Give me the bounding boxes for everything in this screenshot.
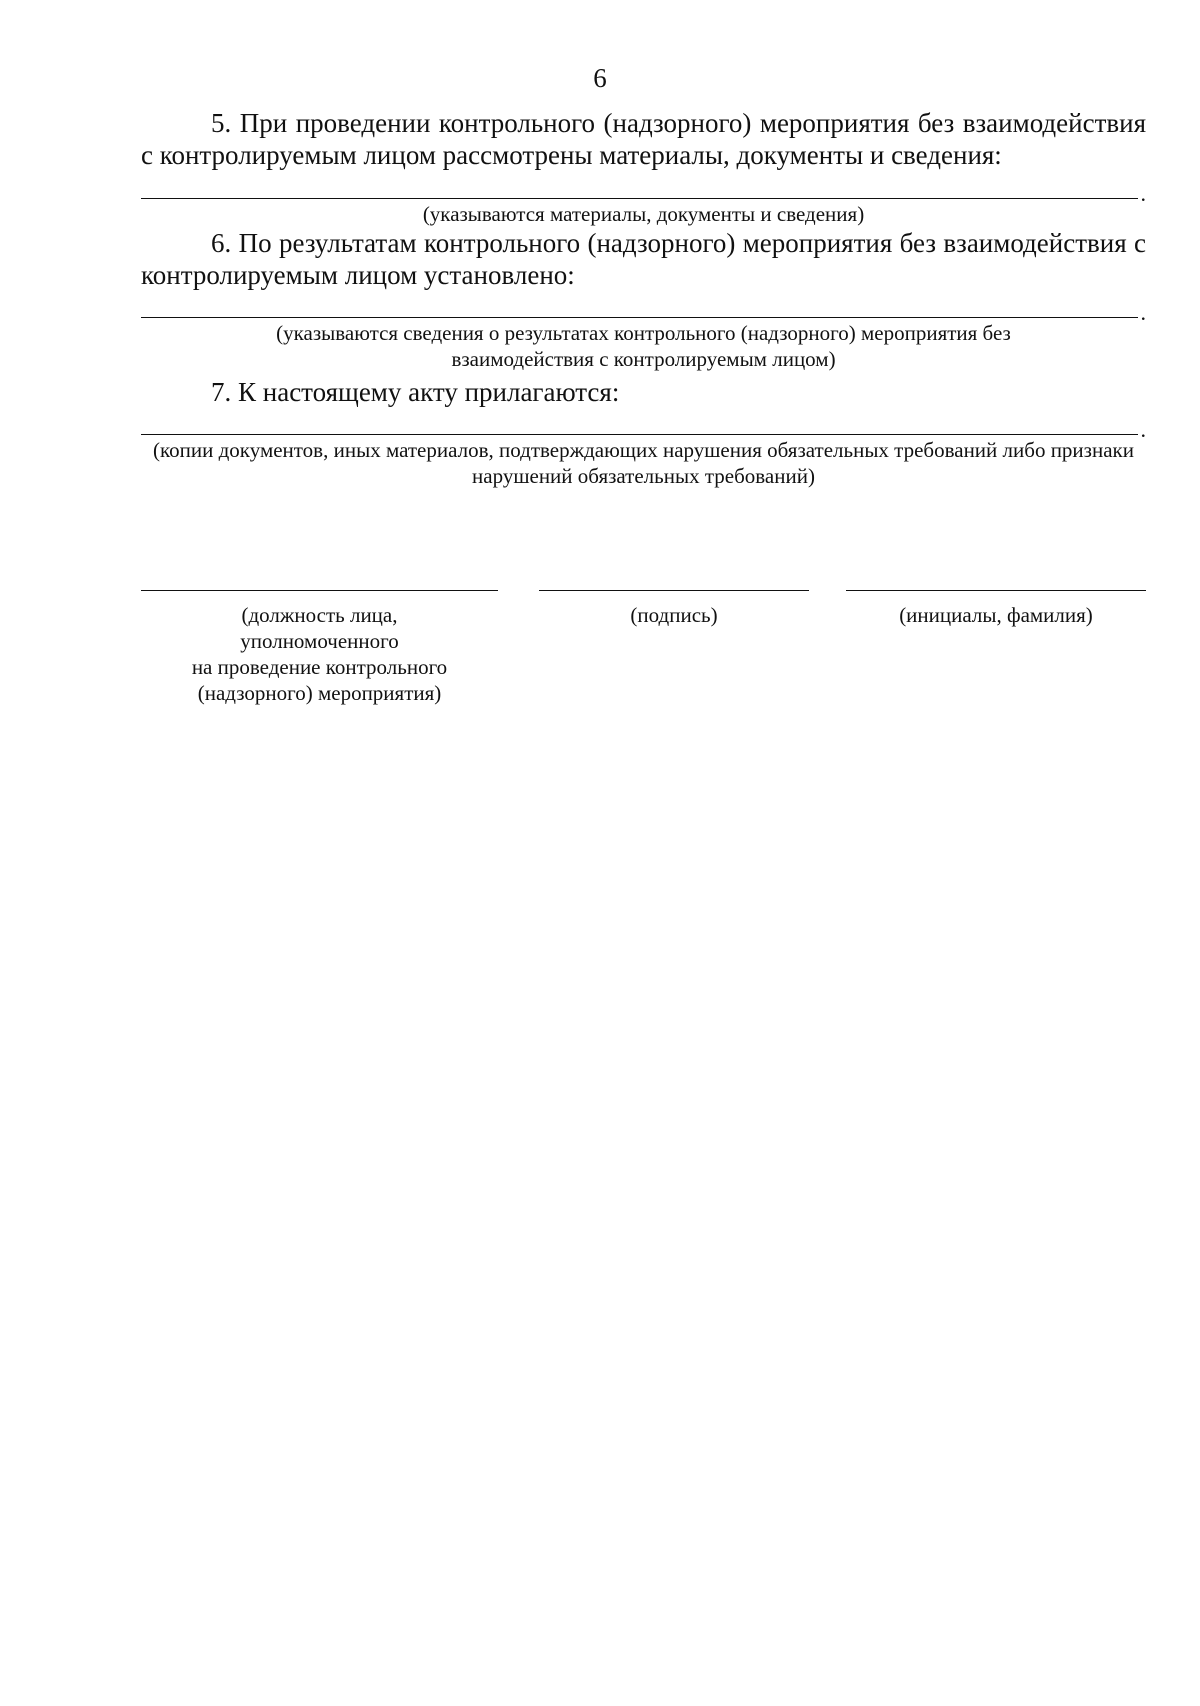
page-number: 6	[593, 63, 607, 93]
name-line	[846, 590, 1146, 591]
section-5-text: 5. При проведении контрольного (надзорного) мероприятия без взаимодействия с контролируемым лицом рассмотрены материалы, документы и сведения:	[141, 108, 1146, 170]
section-5-hint: (указываются материалы, документы и сведения)	[422, 202, 865, 226]
section-7-underline	[141, 434, 1138, 435]
section-7-line-dot: .	[1140, 417, 1146, 442]
signature-block	[141, 590, 1146, 730]
section-5-underline	[141, 198, 1138, 199]
document-body	[141, 107, 1146, 489]
section-5-line-dot: .	[1140, 181, 1146, 206]
section-6-text: 6. По результатам контрольного (надзорного) мероприятия без взаимодействия с контролируемым лицом установлено:	[141, 228, 1146, 290]
name-caption: (инициалы, фамилия)	[899, 603, 1093, 627]
section-7-text: 7. К настоящему акту прилагаются:	[211, 377, 620, 407]
signature-caption: (подпись)	[630, 603, 718, 627]
section-5-fill-line[interactable]	[141, 177, 1146, 206]
position-field[interactable]	[141, 590, 498, 706]
name-field[interactable]	[846, 590, 1146, 628]
section-6-underline	[141, 317, 1138, 318]
section-6-hint: (указываются сведения о результатах контрольного (надзорного) мероприятия без взаимодействия с контролируемым лицом)	[276, 321, 1011, 371]
section-7-hint: (копии документов, иных материалов, подтверждающих нарушения обязательных требований либо признаки нарушений обязательных требований)	[153, 438, 1134, 488]
position-line	[141, 590, 498, 591]
position-caption: (должность лица, уполномоченного на проведение контрольного (надзорного) мероприятия)	[191, 603, 448, 705]
section-7-fill-line[interactable]	[141, 413, 1146, 442]
section-6-fill-line[interactable]	[141, 296, 1146, 325]
signature-line	[539, 590, 809, 591]
signature-field[interactable]	[539, 590, 809, 628]
section-6-line-dot: .	[1140, 300, 1146, 325]
